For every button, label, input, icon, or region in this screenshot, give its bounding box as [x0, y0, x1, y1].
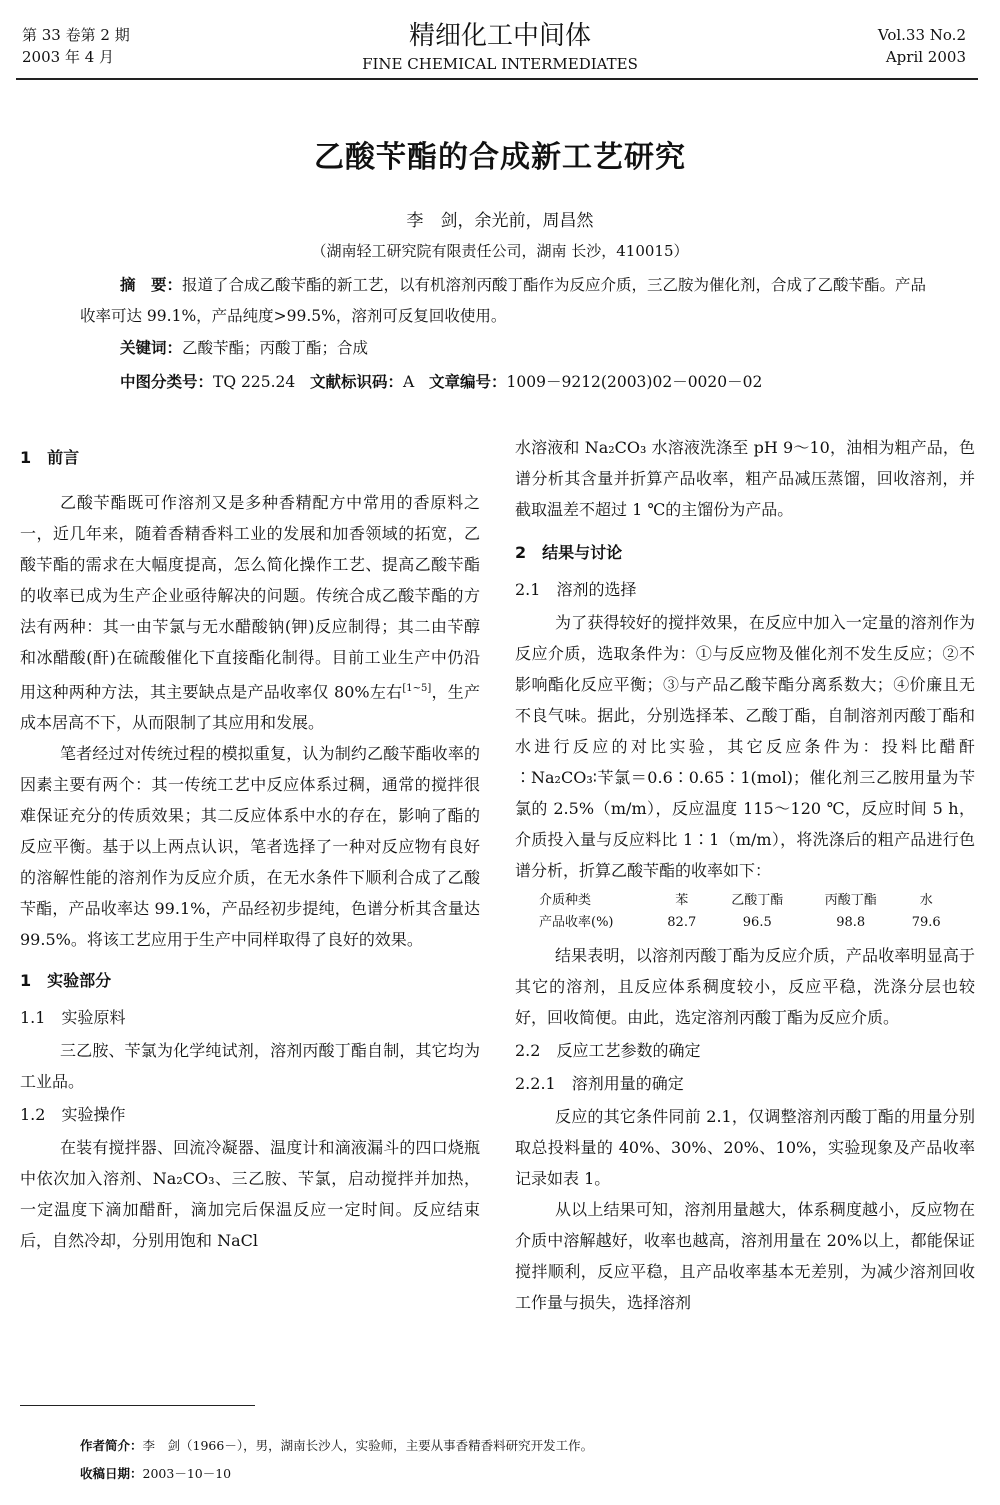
table-cell: 79.6 [911, 915, 941, 930]
keywords-line [120, 336, 940, 358]
header-rule [16, 78, 978, 80]
paragraph: 反应的其它条件同前 2.1，仅调整溶剂丙酸丁酯的用量分别取总投料量的 40%、30%、20%、10%，实验现象及产品收率记录如表 1。 [515, 1107, 975, 1188]
doc-code-label: 文献标识码： [310, 373, 404, 391]
footnote-rule [20, 1405, 255, 1406]
right-column [515, 432, 975, 1318]
classification-line [120, 370, 940, 392]
paragraph: 为了获得较好的搅拌效果，在反应中加入一定量的溶剂作为反应介质，选取条件为：①与反应物及催化剂不发生反应；②不影响酯化反应平衡；③与产品乙酸苄酯分离系数大；④价廉且无不良气味。据此，分别选择苯、乙酸丁酯，自制溶剂丙酸丁酯和水进行反应的对比实验，其它反应条件为：投料比醋酐∶Na₂CO₃∶苄氯＝0.6∶0.65∶1(mol)；催化剂三乙胺用量为苄氯的 2.5%（m/m），反应温度 115～120 ℃，反应时间 5 h，介质投入量与反应料比 1∶1（m/m），将洗涤后的粗产品进行色谱分析，折算乙酸苄酯的收率如下： [515, 613, 975, 880]
table-cell: 乙酸丁酯 [731, 893, 784, 908]
table-cell: 苯 [675, 893, 689, 908]
received-date-text: 2003－10－10 [142, 1466, 232, 1481]
author-bio-label: 作者简介： [80, 1438, 143, 1453]
keywords-text: 乙酸苄酯；丙酸丁酯；合成 [182, 339, 369, 357]
clc-value: TQ 225.24 [213, 373, 296, 391]
subsection-title: 2.2 反应工艺参数的确定 [515, 1041, 701, 1060]
subsection-title: 1.2 实验操作 [20, 1105, 126, 1125]
solvent-yield-table [515, 890, 975, 934]
section-title-intro: 1 前言 [20, 448, 80, 467]
article-authors: 李 剑，余光前，周昌然 [406, 211, 594, 231]
article-affiliation: （湖南轻工研究院有限责任公司，湖南 长沙，410015） [311, 242, 689, 260]
journal-title-cn: 精细化工中间体 [408, 21, 591, 51]
citation-ref: [1~5] [402, 683, 432, 694]
abstract [80, 270, 930, 332]
table-header-row [535, 890, 955, 912]
received-date-label: 收稿日期： [80, 1466, 143, 1481]
paragraph-text: ，生产成本居高不下，从而限制了其应用和发展。 [20, 682, 480, 733]
section-title-experimental: 1 实验部分 [20, 971, 112, 991]
header-volume-info [22, 24, 130, 68]
author-bio-text: 李 剑（1966－），男，湖南长沙人，实验师，主要从事香精香料研究开发工作。 [142, 1438, 594, 1453]
table-cell: 82.7 [667, 915, 697, 930]
paragraph: 笔者经过对传统过程的模拟重复，认为制约乙酸苄酯收率的因素主要有两个：其一传统工艺中反应体系过稠，通常的搅拌很难保证充分的传质效果；其二反应体系中水的存在，影响了酯的反应平衡。基于以上两点认识，笔者选择了一种对反应物有良好的溶解性能的溶剂作为反应介质，在无水条件下顺利合成了乙酸苄酯，产品收率达 99.1%，产品经初步提纯，色谱分析其含量达 99.5%。将该工艺应用于生产中同样取得了良好的效果。 [20, 744, 480, 950]
keywords-label: 关键词： [120, 339, 183, 357]
received-date [80, 1460, 940, 1488]
paragraph-text: 乙酸苄酯既可作溶剂又是多种香精配方中常用的香原料之一，近几年来，随着香精香料工业的发展和加香领域的拓宽，乙酸苄酯的需求在大幅度提高，怎么简化操作工艺、提高乙酸苄酯的收率已成为生产企业亟待解决的问题。传统合成乙酸苄酯的方法有两种：其一由苄氯与无水醋酸钠(钾)反应制得；其二由苄醇和冰醋酸(酐)在硫酸催化下直接酯化制得。目前工业生产中仍沿用这种两种方法，其主要缺点是产品收率仅 80%左右 [20, 493, 480, 702]
section-title-results: 2 结果与讨论 [515, 543, 623, 562]
header-volume: 第 33 卷第 2 期 [22, 26, 130, 44]
subsection-title: 2.1 溶剂的选择 [515, 580, 637, 599]
footnote [80, 1432, 940, 1488]
table-cell: 98.8 [836, 915, 866, 930]
paragraph: 水溶液和 Na₂CO₃ 水溶液洗涤至 pH 9～10，油相为粗产品，色谱分析其含量并折算产品收率，粗产品减压蒸馏，回收溶剂，并截取温差不超过 1 ℃的主馏份为产品。 [515, 438, 975, 519]
table-cell: 介质种类 [539, 893, 592, 908]
paragraph: 从以上结果可知，溶剂用量越大，体系稠度越小，反应物在介质中溶解越好，收率也越高，溶剂用量在 20%以上，都能保证搅拌顺利，反应平稳，且产品收率基本无差别，为减少溶剂回收工作量与损失，选择溶剂 [515, 1200, 975, 1312]
left-column [20, 432, 480, 1256]
article-title: 乙酸苄酯的合成新工艺研究 [314, 140, 686, 175]
abstract-label: 摘 要： [120, 276, 183, 294]
subsection-title: 2.2.1 溶剂用量的确定 [515, 1074, 684, 1093]
doc-code-value: A [403, 373, 415, 391]
journal-title-block [300, 18, 700, 74]
header-date-en: April 2003 [885, 48, 966, 66]
article-no-label: 文章编号： [429, 373, 507, 391]
abstract-text: 报道了合成乙酸苄酯的新工艺，以有机溶剂丙酸丁酯作为反应介质，三乙胺为催化剂，合成了乙酸苄酯。产品收率可达 99.1%，产品纯度>99.5%，溶剂可反复回收使用。 [80, 276, 927, 325]
table-cell: 丙酸丁酯 [824, 893, 877, 908]
paragraph: 在装有搅拌器、回流冷凝器、温度计和滴液漏斗的四口烧瓶中依次加入溶剂、Na₂CO₃、三乙胺、苄氯，启动搅拌并加热，一定温度下滴加醋酐，滴加完后保温反应一定时间。反应结束后，自然冷却，分别用饱和 NaCl [20, 1138, 480, 1251]
author-bio [80, 1432, 940, 1460]
table-cell: 96.5 [742, 915, 772, 930]
paragraph: 三乙胺、苄氯为化学纯试剂，溶剂丙酸丁酯自制，其它均为工业品。 [20, 1041, 480, 1092]
table-cell: 水 [919, 893, 933, 908]
header-date: 2003 年 4 月 [22, 48, 115, 66]
journal-title-en: FINE CHEMICAL INTERMEDIATES [362, 55, 638, 73]
header-volume-info-en [878, 24, 966, 68]
header-volume-en: Vol.33 No.2 [877, 26, 966, 44]
table-row [535, 912, 955, 934]
table-cell: 产品收率(%) [539, 915, 614, 930]
article-no-value: 1009－9212(2003)02－0020－02 [506, 373, 763, 391]
clc-label: 中图分类号： [120, 373, 214, 391]
paragraph [20, 487, 480, 738]
paragraph: 结果表明，以溶剂丙酸丁酯为反应介质，产品收率明显高于其它的溶剂，且反应体系稠度较小，反应平稳，洗涤分层也较好，回收简便。由此，选定溶剂丙酸丁酯为反应介质。 [515, 946, 975, 1027]
subsection-title: 1.1 实验原料 [20, 1008, 126, 1028]
